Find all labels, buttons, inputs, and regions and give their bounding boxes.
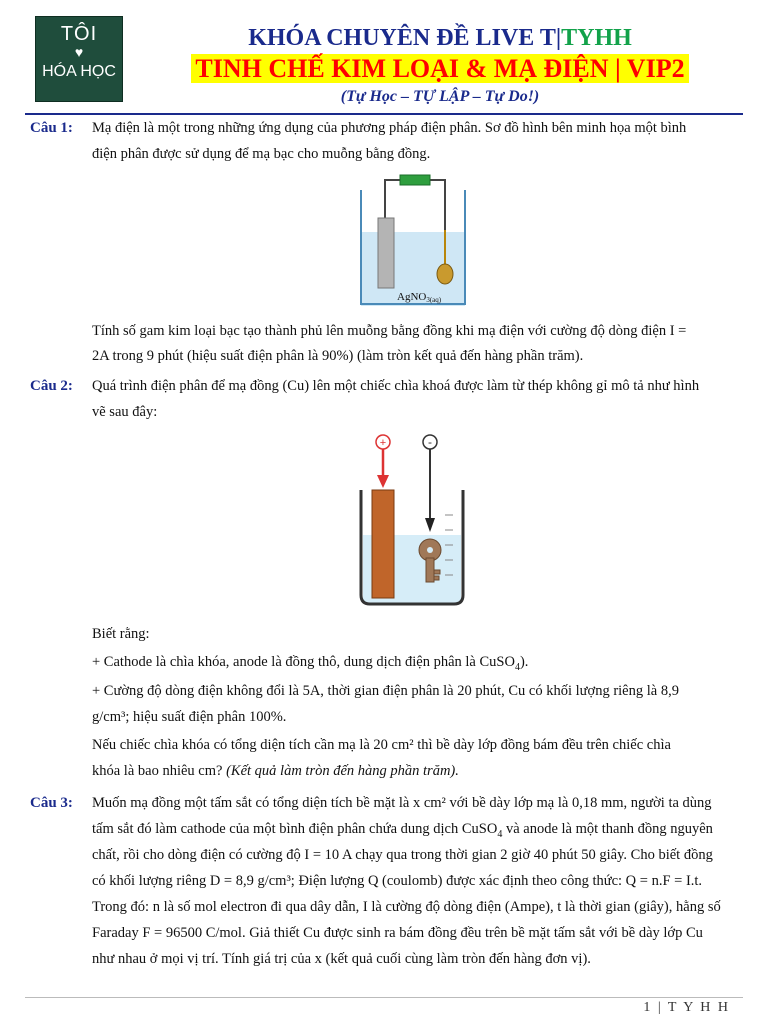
q1-intro-line1: Mạ điện là một trong những ứng dụng của phương pháp điện phân. Sơ đồ hình bên minh họa một bình (92, 120, 687, 136)
course-title (130, 25, 750, 52)
cathode-clip (425, 518, 435, 532)
q3-label: Câu 3: (30, 795, 73, 811)
silver-electrode (378, 218, 394, 288)
q3-line7: như nhau ở mọi vị trí. Tính giá trị của x (kết quả cuối cùng làm tròn đến hàng đơn vị). (92, 951, 591, 967)
motto: (Tự Học – TỰ LẬP – Tự Do!) (340, 88, 540, 105)
key-hole (427, 547, 433, 553)
q2-bullet2-line1: + Cường độ dòng điện không đổi là 5A, thời gian điện phân là 20 phút, Cu có khối lượng riêng là 8,9 (92, 683, 679, 699)
plus-sign: + (379, 437, 387, 449)
heart-icon: ♥ (74, 46, 84, 61)
q1-intro-line2: điện phân được sử dụng để mạ bạc cho muỗng bằng đồng. (92, 146, 431, 162)
q3-line3: chất, rồi cho dòng điện có cường độ I = 10 A chạy qua trong thời gian 2 giờ 40 phút 50 giây. Cho biết đồng (92, 847, 713, 863)
power-source-icon (400, 175, 430, 185)
logo (35, 16, 123, 102)
logo-line1: TÔI (60, 23, 98, 45)
q2-know: Biết rằng: (92, 626, 150, 642)
electrolyte-label: AgNO3(aq) (397, 291, 442, 304)
q3-line6: Faraday F = 96500 C/mol. Giả thiết Cu được sinh ra bám đồng đều trên bề mặt tấm sắt với bề dày lớp Cu (92, 925, 703, 941)
silver-plating-diagram (345, 170, 475, 310)
minus-sign: - (428, 435, 432, 449)
q3-line5: Trong đó: n là số mol electron đi qua dây dẫn, I là cường độ dòng điện (Ampe), t là thời gian (giây), hằng số (92, 899, 721, 915)
copper-plating-diagram (355, 430, 470, 610)
footer-divider (25, 997, 743, 998)
page-footer: 1 | T Y H H (643, 1000, 730, 1015)
course-prefix: KHÓA CHUYÊN ĐỀ LIVE T| (248, 25, 562, 51)
copper-anode (372, 490, 394, 598)
q2-question-line2: khóa là bao nhiêu cm? (Kết quả làm tròn đến hàng phần trăm). (92, 763, 459, 779)
topic-title-text: TINH CHẾ KIM LOẠI & MẠ ĐIỆN | VIP2 (191, 54, 688, 83)
q1-label: Câu 1: (30, 120, 73, 136)
q3-line4: có khối lượng riêng D = 8,9 g/cm³; Điện lượng Q (coulomb) được xác định theo công thức: Q = n.F = I.t. (92, 873, 703, 889)
q2-label: Câu 2: (30, 378, 73, 394)
q1-question-line1: Tính số gam kim loại bạc tạo thành phủ lên muỗng bằng đồng khi mạ điện với cường độ dòng điện I = (92, 323, 687, 339)
topic-title (130, 54, 750, 84)
q2-bullet1: + Cathode là chìa khóa, anode là đồng thô, dung dịch điện phân là CuSO$_4$). (92, 654, 529, 673)
q3-line1: Muốn mạ đồng một tấm sắt có tổng diện tích bề mặt là x cm² với bề dày lớp mạ là 0,18 mm, người ta dùng (92, 795, 712, 811)
q2-intro-line2: vẽ sau đây: (92, 404, 158, 420)
q2-intro-line1: Quá trình điện phân để mạ đồng (Cu) lên một chiếc chìa khoá được làm từ thép không gỉ mô tả như hình (92, 378, 700, 394)
q2-question-line1: Nếu chiếc chìa khóa có tổng diện tích cần mạ là 20 cm² thì bề dày lớp đồng bám đều trên chiếc chìa (92, 737, 671, 753)
anode-clip (377, 475, 389, 488)
q2-bullet2-line2: g/cm³; hiệu suất điện phân 100%. (92, 709, 287, 725)
q1-question-line2: 2A trong 9 phút (hiệu suất điện phân là 90%) (làm tròn kết quả đến hàng phần trăm). (92, 348, 584, 364)
course-brand: TYHH (561, 25, 632, 51)
q2-rounding-note: (Kết quả làm tròn đến hàng phần trăm). (226, 763, 459, 779)
spoon-icon (437, 264, 453, 284)
q3-line2: tấm sắt đó làm cathode của một bình điện phân chứa dung dịch CuSO$_4$ và anode là một thanh đồng nguyên (92, 821, 713, 840)
logo-line2: HÓA HỌC (42, 63, 116, 80)
